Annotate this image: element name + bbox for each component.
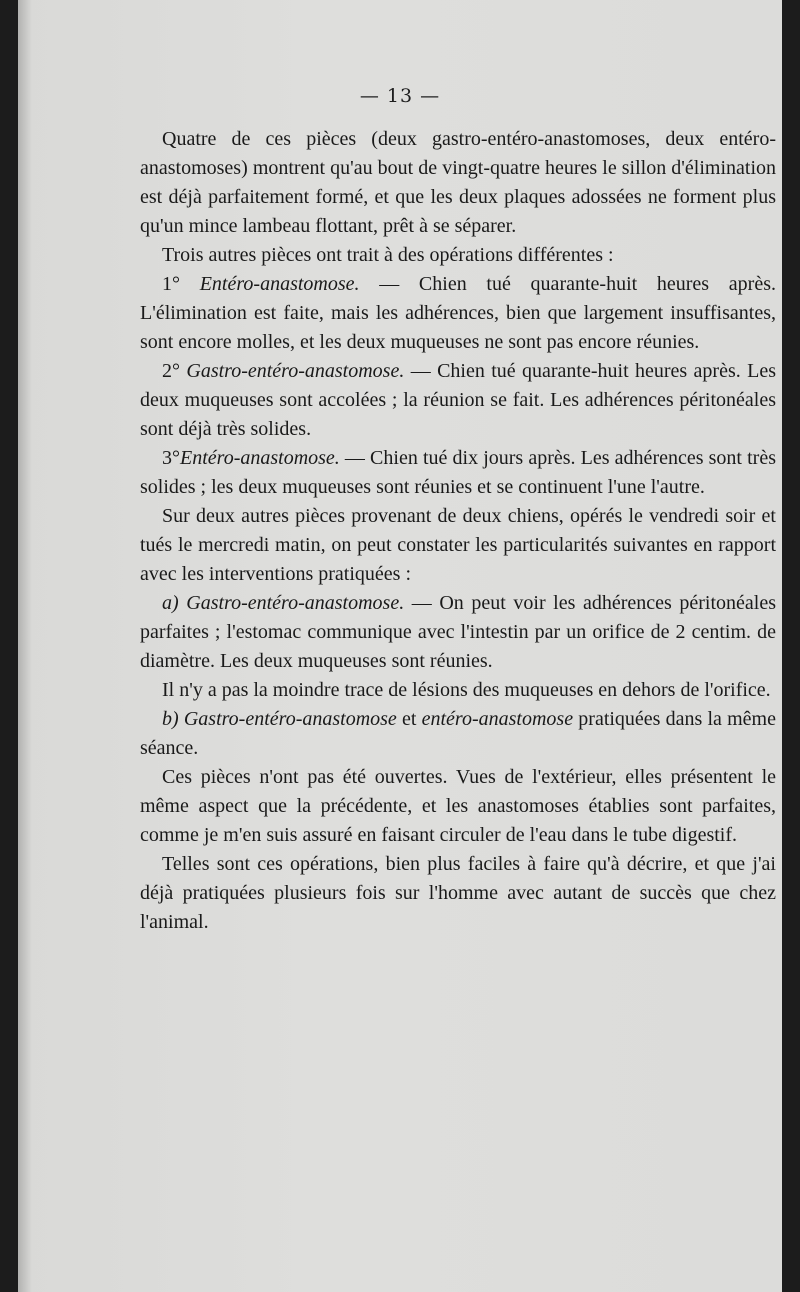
list-label: 1° [162, 273, 200, 295]
paragraph: Sur deux autres pièces provenant de deux chiens, opérés le vendredi soir et tués le mercredi matin, on peut constater les particularités suivantes en rapport avec les interventions pratiquées : [140, 505, 776, 585]
paragraph [140, 270, 776, 357]
body-text [140, 125, 776, 937]
italic-term: Gastro-entéro-anastomose [183, 708, 397, 730]
italic-term: Gastro-entéro-anastomose. [186, 592, 405, 614]
list-label: 3° [162, 447, 180, 469]
italic-term: entéro-anastomose [421, 708, 574, 730]
paragraph: Quatre de ces pièces (deux gastro-entéro-anastomoses, deux entéro-anastomoses) montrent qu'au bout de vingt-quatre heures le sillon d'élimination est déjà parfaitement formé, et que les deux plaques adossées ne forment plus qu'un mince lambeau flottant, prêt à se séparer. [140, 128, 776, 237]
page-number: — 13 — [359, 85, 441, 107]
list-label: 2° [162, 360, 187, 382]
paragraph: Ces pièces n'ont pas été ouvertes. Vues de l'extérieur, elles présentent le même aspect que la précédente, et les anastomoses établies sont parfaites, comme je m'en suis assuré en faisant circuler de l'eau dans le tube digestif. [140, 766, 776, 846]
paragraph-text: — Chien tué quarante-huit heures après. L'élimination est faite, mais les adhérences, bien que largement insuffisantes, sont encore molles, et les deux muqueuses ne sont pas encore réunies. [140, 273, 776, 353]
paragraph-text: pratiquées dans la même séance. [140, 708, 776, 759]
list-label: b) [162, 708, 184, 730]
paragraph [140, 357, 776, 444]
italic-term: Entéro-anastomose. [199, 273, 360, 295]
paragraph [140, 444, 776, 502]
italic-term: Entéro-anastomose. [180, 447, 340, 469]
italic-term: Gastro-entéro-anastomose. [186, 360, 405, 382]
paragraph-text: — On peut voir les adhérences péritonéales parfaites ; l'estomac communique avec l'intestin par un orifice de 2 centim. de diamètre. Les deux muqueuses sont réunies. [140, 592, 776, 672]
paragraph [140, 589, 776, 676]
paragraph: Trois autres pièces ont trait à des opérations différentes : [162, 244, 614, 266]
paragraph-text: — Chien tué dix jours après. Les adhérences sont très solides ; les deux muqueuses sont réunies et se continuent l'une l'autre. [140, 447, 776, 498]
book-page [18, 0, 782, 1292]
spine-shadow [18, 0, 32, 1292]
paragraph [140, 705, 776, 763]
paragraph: Telles sont ces opérations, bien plus faciles à faire qu'à décrire, et que j'ai déjà pratiquées plusieurs fois sur l'homme avec autant de succès que chez l'animal. [140, 853, 776, 933]
paragraph: Il n'y a pas la moindre trace de lésions des muqueuses en dehors de l'orifice. [162, 679, 771, 701]
list-label: a) [162, 592, 187, 614]
paragraph-text: — Chien tué quarante-huit heures après. Les deux muqueuses sont accolées ; la réunion se fait. Les adhérences péritonéales sont déjà très solides. [140, 360, 776, 440]
paragraph-text: et [396, 708, 422, 730]
